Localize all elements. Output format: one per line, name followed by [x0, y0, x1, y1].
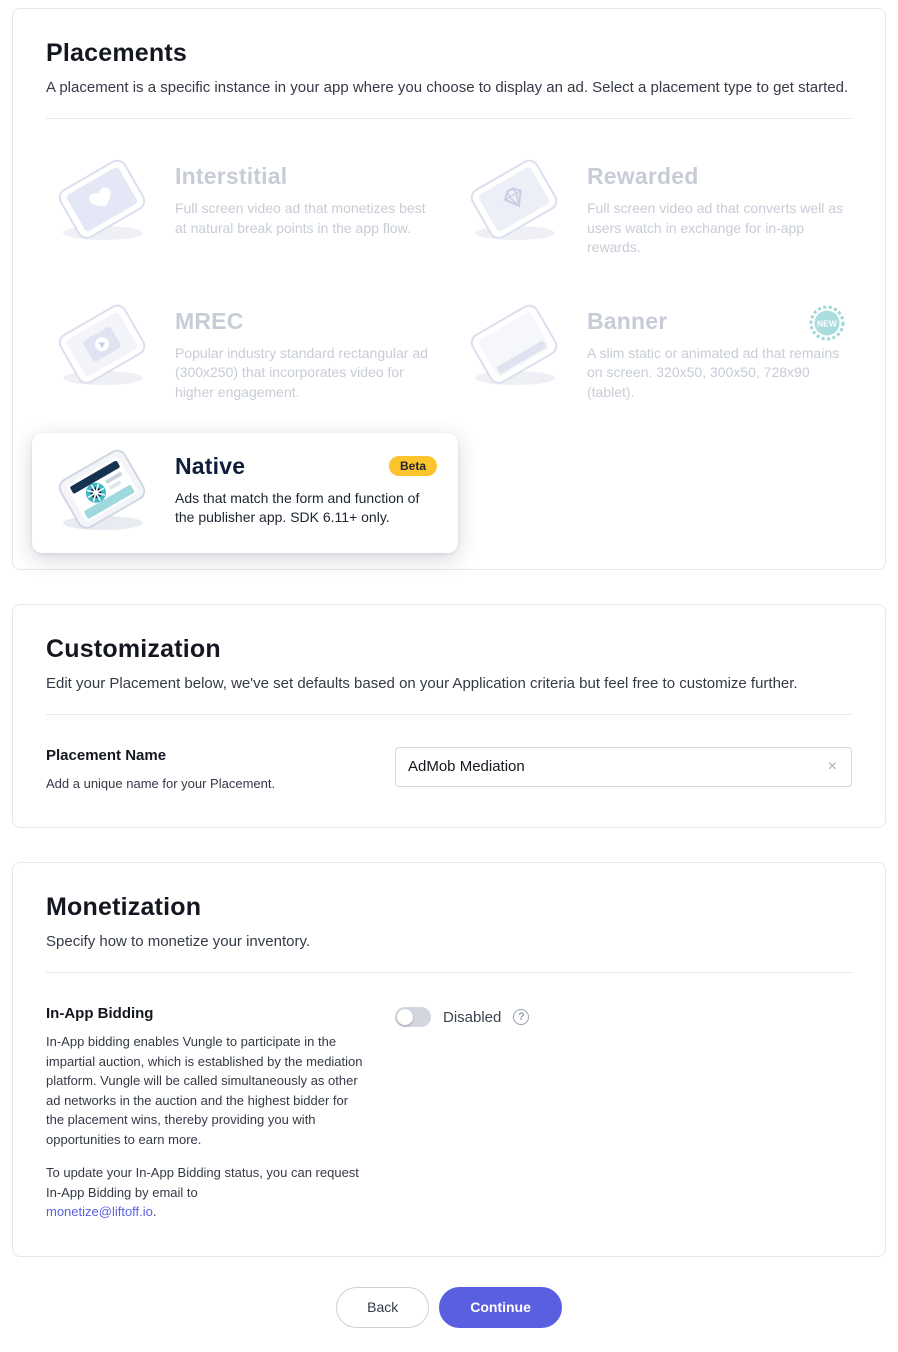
placement-type-description: Full screen video ad that monetizes best at natural break points in the app flow. [175, 200, 426, 236]
in-app-bidding-update-note: To update your In-App Bidding status, you can request In-App Bidding by email to [46, 1165, 359, 1200]
in-app-bidding-label: In-App Bidding [46, 1005, 154, 1023]
placement-type-grid [46, 159, 852, 535]
toggle-knob [397, 1009, 413, 1025]
placement-name-helper: Add a unique name for your Placement. [46, 775, 276, 791]
placement-type-native[interactable] [32, 433, 458, 553]
new-badge [808, 304, 846, 342]
clear-input-icon[interactable]: × [827, 757, 837, 775]
placement-type-description: A slim static or animated ad that remains on screen. 320x50, 300x50, 728x90 (tablet). [587, 344, 840, 400]
divider [46, 118, 852, 119]
placement-type-description: Ads that match the form and function of the publisher app. SDK 6.11+ only. [175, 489, 420, 526]
native-phone-icon [46, 449, 161, 535]
footer-actions [12, 1287, 886, 1328]
help-icon[interactable]: ? [513, 1009, 529, 1025]
monetization-title: Monetization [46, 893, 202, 922]
back-button[interactable]: Back [336, 1287, 429, 1328]
monetization-card [12, 862, 886, 1257]
placement-name-input[interactable] [408, 758, 826, 775]
in-app-bidding-status: Disabled [443, 1008, 502, 1026]
in-app-bidding-toggle[interactable] [395, 1007, 431, 1027]
grid-spacer [458, 449, 852, 535]
placement-type-description: Full screen video ad that converts well as users watch in exchange for in-app rewards. [587, 200, 844, 256]
customization-card [12, 604, 886, 829]
svg-text:NEW: NEW [817, 318, 837, 329]
customization-subtitle: Edit your Placement below, we've set defaults based on your Application criteria but feel free to customize further. [46, 674, 798, 692]
monetize-email-link[interactable]: monetize@liftoff.io [46, 1204, 153, 1220]
placement-name-input-wrap [395, 747, 852, 787]
divider [46, 972, 852, 973]
monetization-subtitle: Specify how to monetize your inventory. [46, 933, 311, 951]
beta-badge: Beta [389, 456, 437, 476]
in-app-bidding-toggle-row [395, 1005, 852, 1027]
placement-type-title: Rewarded [587, 163, 699, 189]
placements-card [12, 8, 886, 570]
placements-subtitle: A placement is a specific instance in your app where you choose to display an ad. Select a placement type to get started. [46, 79, 849, 96]
placement-name-label: Placement Name [46, 746, 167, 764]
mrec-phone-icon [46, 304, 161, 390]
continue-button[interactable]: Continue [439, 1287, 562, 1328]
divider [46, 714, 852, 715]
placement-type-title: MREC [175, 307, 244, 334]
placement-type-title: Native [175, 452, 246, 479]
rewarded-phone-icon [458, 159, 573, 245]
interstitial-phone-icon [46, 159, 161, 245]
placement-type-banner[interactable] [458, 304, 852, 403]
customization-title: Customization [46, 634, 221, 663]
placement-type-title: Banner [587, 307, 668, 334]
placement-type-mrec[interactable] [46, 304, 440, 403]
placement-type-rewarded[interactable] [458, 159, 852, 258]
in-app-bidding-description: In-App bidding enables Vungle to participate in the impartial auction, which is established by the mediation platform. Vungle will be called simultaneously as other ad networks in the auction and the highest bidder for the placement wins, thereby providing you with opportunities to earn more. [46, 1034, 363, 1147]
placements-title: Placements [46, 39, 187, 67]
banner-phone-icon [458, 304, 573, 390]
placement-type-title: Interstitial [175, 163, 288, 189]
placement-type-description: Popular industry standard rectangular ad (300x250) that incorporates video for higher engagement. [175, 344, 428, 400]
placement-type-interstitial[interactable] [46, 159, 440, 258]
placement-name-row [46, 747, 852, 794]
in-app-bidding-row: In-App Bidding In-App bidding enables Vungle to participate in the impartial auction, which is established by the mediation platform. Vungle will be called simultaneously as other ad networks in the auction and the highest bidder for the placement wins, thereby providing you with opportunities to earn more. To update your In-App Bidding status, you can request In-App Bidding by email to monetize@liftoff.io. Disabled ? [46, 1005, 852, 1222]
